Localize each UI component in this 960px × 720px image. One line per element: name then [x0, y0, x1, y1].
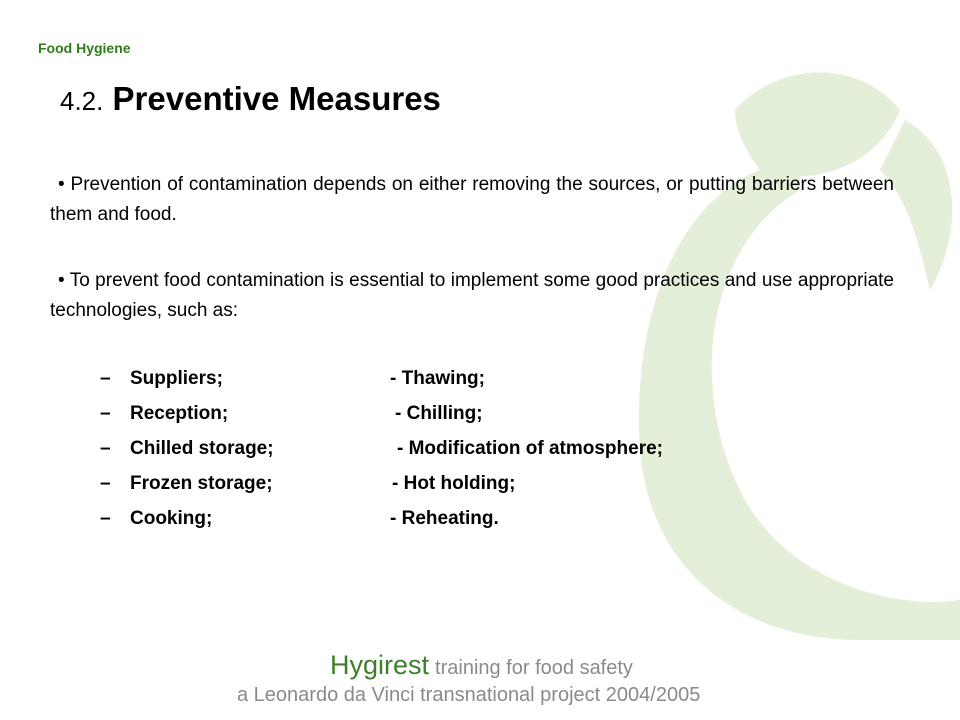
slide-title: [60, 80, 441, 118]
list-dash: –: [100, 438, 111, 459]
list-right-text: - Reheating.: [390, 508, 499, 529]
list-dash: –: [100, 508, 111, 529]
title-text: Preventive Measures: [112, 80, 441, 117]
list-left-text: Reception;: [130, 403, 229, 424]
bullet-paragraph-2: • To prevent food contamination is essential to implement some good practices and use appropriate technologies, such as:: [50, 270, 894, 321]
list-left-text: Suppliers;: [130, 368, 223, 389]
list-right-text: - Chilling;: [395, 403, 483, 424]
list-right-text: - Modification of atmosphere;: [397, 438, 663, 459]
title-number: 4.2.: [60, 86, 104, 116]
section-label: Food Hygiene: [38, 40, 131, 56]
list-dash: –: [100, 403, 111, 424]
list-left-text: Cooking;: [130, 508, 213, 529]
list-left-text: Chilled storage;: [130, 438, 274, 459]
list-dash: –: [100, 368, 111, 389]
list-right-text: - Hot holding;: [392, 473, 516, 494]
footer-project: a Leonardo da Vinci transnational project 2004/2005: [237, 684, 701, 706]
footer-brand: Hygirest: [330, 650, 430, 680]
bullet-paragraph-1: • Prevention of contamination depends on either removing the sources, or putting barriers between them and food.: [50, 174, 894, 225]
footer-tagline: training for food safety: [435, 657, 633, 679]
list-left-text: Frozen storage;: [130, 473, 273, 494]
list-dash: –: [100, 473, 111, 494]
list-right-text: - Thawing;: [390, 368, 485, 389]
